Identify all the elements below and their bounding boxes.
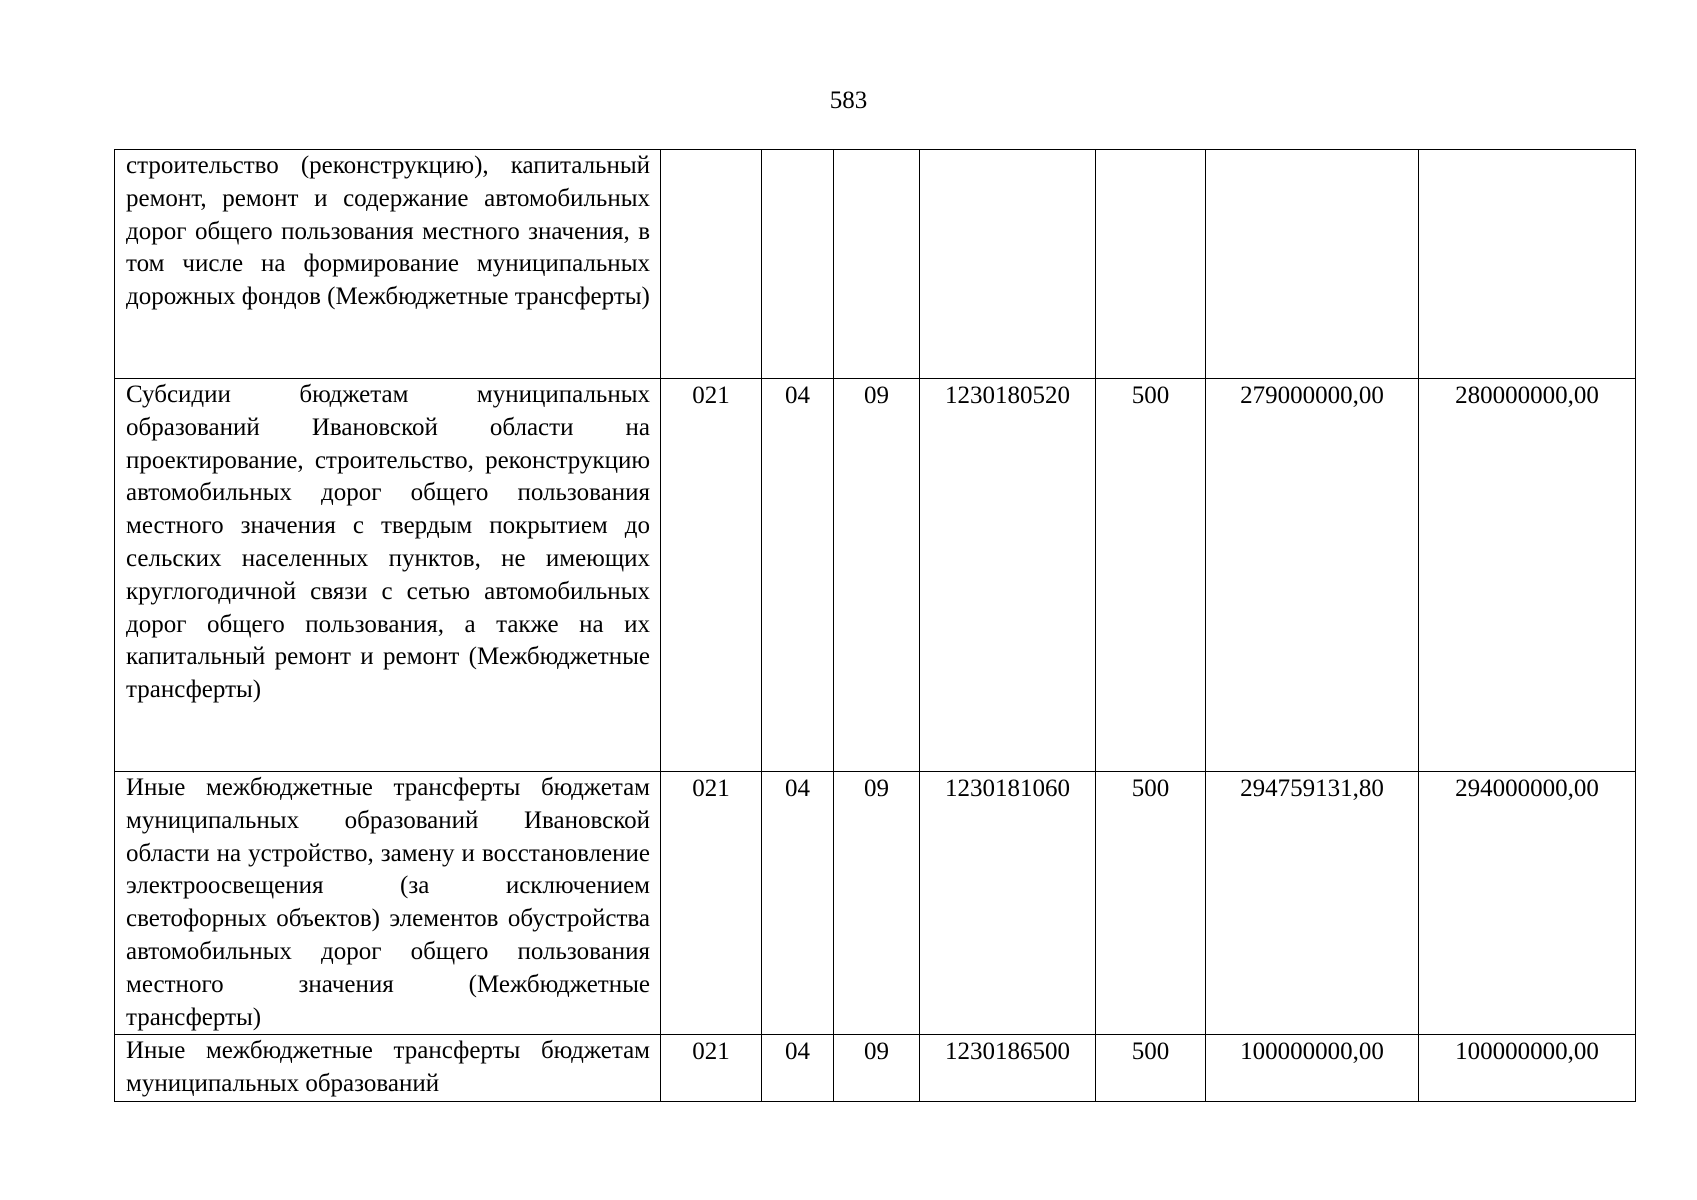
ministry-code <box>661 150 762 379</box>
budget-table <box>114 149 1636 1102</box>
expense-description: Иные межбюджетные трансферты бюджетам муниципальных образований <box>115 1035 661 1102</box>
expense-type-code: 500 <box>1096 379 1206 772</box>
section-code: 04 <box>762 379 834 772</box>
amount-year2: 100000000,00 <box>1419 1035 1636 1102</box>
expense-description: строительство (реконструкцию), капитальный ремонт, ремонт и содержание автомобильных дорог общего пользования местного значения, в том числе на формирование муниципальных дорожных фондов (Межбюджетные трансферты) <box>115 150 661 379</box>
ministry-code: 021 <box>661 1035 762 1102</box>
target-article-code: 1230181060 <box>920 772 1096 1035</box>
table-row <box>115 150 1636 379</box>
expense-description: Субсидии бюджетам муниципальных образований Ивановской области на проектирование, строительство, реконструкцию автомобильных дорог общего пользования местного значения с твердым покрытием до сельских населенных пунктов, не имеющих круглогодичной связи с сетью автомобильных дорог общего пользования, а также на их капитальный ремонт и ремонт (Межбюджетные трансферты) <box>115 379 661 772</box>
amount-year1: 100000000,00 <box>1206 1035 1419 1102</box>
amount-year1 <box>1206 150 1419 379</box>
subsection-code: 09 <box>834 772 920 1035</box>
subsection-code <box>834 150 920 379</box>
page-number: 583 <box>829 87 868 114</box>
amount-year1: 279000000,00 <box>1206 379 1419 772</box>
target-article-code: 1230180520 <box>920 379 1096 772</box>
ministry-code: 021 <box>661 379 762 772</box>
expense-description: Иные межбюджетные трансферты бюджетам муниципальных образований Ивановской области на устройство, замену и восстановление электроосвещения (за исключением светофорных объектов) элементов обустройства автомобильных дорог общего пользования местного значения (Межбюджетные трансферты) <box>115 772 661 1035</box>
section-code: 04 <box>762 772 834 1035</box>
amount-year2: 280000000,00 <box>1419 379 1636 772</box>
table-row <box>115 1035 1636 1102</box>
subsection-code: 09 <box>834 379 920 772</box>
table-row <box>115 772 1636 1035</box>
section-code: 04 <box>762 1035 834 1102</box>
target-article-code: 1230186500 <box>920 1035 1096 1102</box>
ministry-code: 021 <box>661 772 762 1035</box>
section-code <box>762 150 834 379</box>
subsection-code: 09 <box>834 1035 920 1102</box>
amount-year2: 294000000,00 <box>1419 772 1636 1035</box>
expense-type-code: 500 <box>1096 1035 1206 1102</box>
table-row <box>115 379 1636 772</box>
expense-type-code <box>1096 150 1206 379</box>
target-article-code <box>920 150 1096 379</box>
expense-type-code: 500 <box>1096 772 1206 1035</box>
amount-year2 <box>1419 150 1636 379</box>
amount-year1: 294759131,80 <box>1206 772 1419 1035</box>
